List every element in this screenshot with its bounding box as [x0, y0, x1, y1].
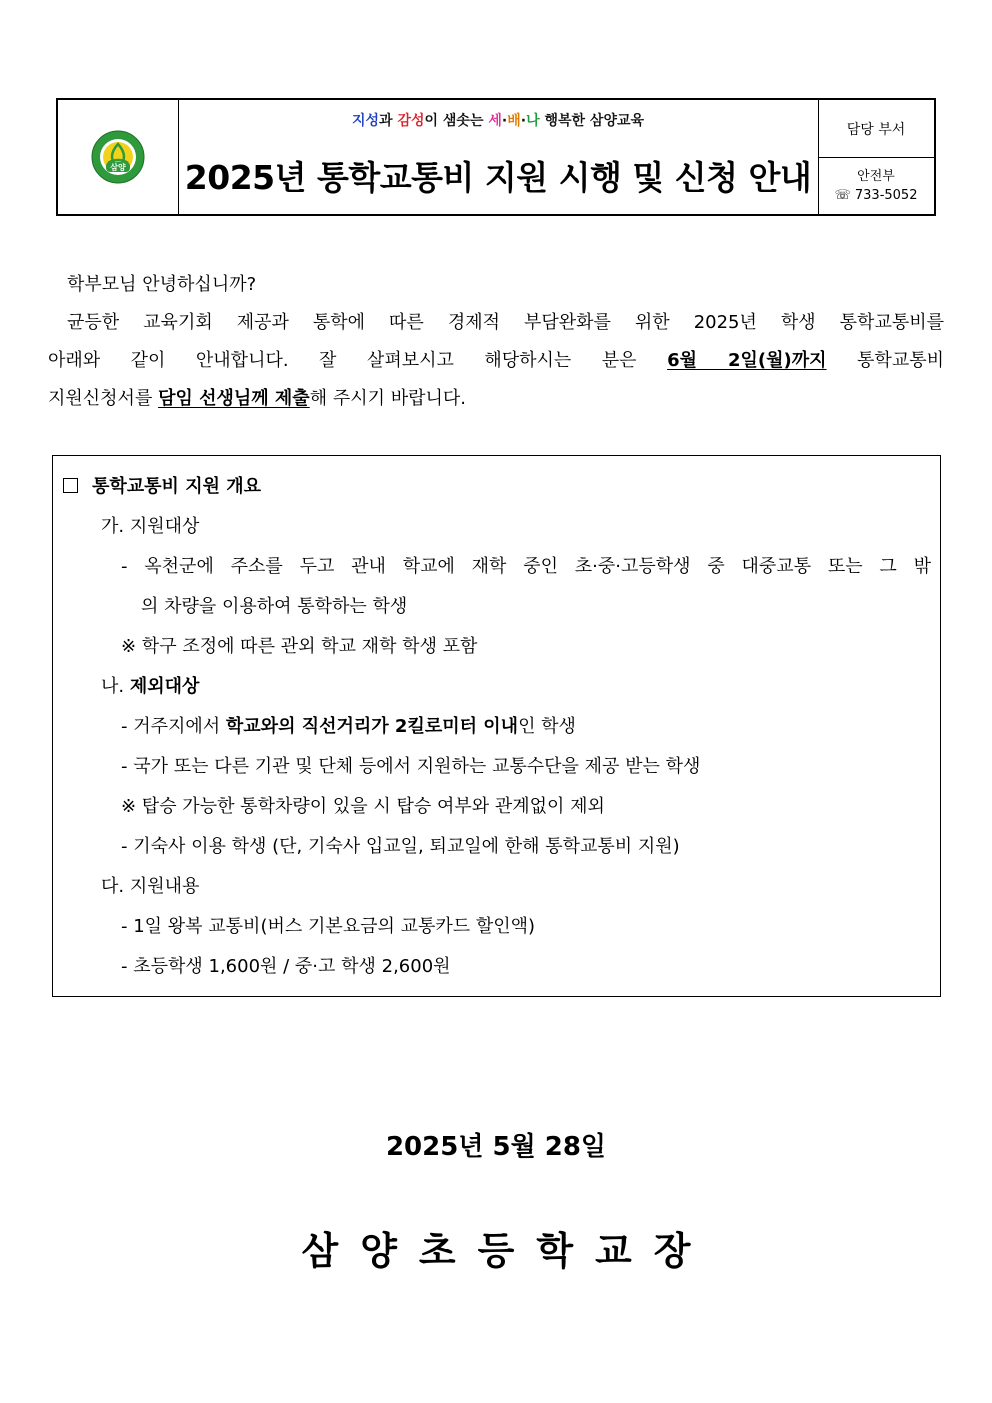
- overview-heading-text: 통학교통비 지원 개요: [92, 476, 262, 497]
- department-info: [818, 158, 934, 214]
- slogan-dot-2: ·: [520, 113, 527, 129]
- slogan-dot-1: ·: [501, 113, 508, 129]
- slogan-word-1: 지성: [351, 113, 380, 129]
- issue-date: 2025년 5월 28일: [385, 1132, 607, 1162]
- intro-line-2-end: 통학교통비: [857, 350, 944, 371]
- intro-line-3: [48, 380, 944, 418]
- target-title: 가. 지원대상: [101, 516, 200, 537]
- target-line-1: - 옥천군에 주소를 두고 관내 학교에 재학 중인 초·중·고등학생 중 대중교통 또는 그 밖: [121, 556, 931, 577]
- exclude-note: ※ 탑승 가능한 통학차량이 있을 시 탑승 여부와 관계없이 제외: [121, 796, 605, 817]
- exclude-prefix: 나.: [101, 676, 125, 697]
- slogan-word-6: 배: [507, 113, 521, 129]
- overview-box: [52, 455, 941, 997]
- deadline-highlight: 6월 2일(월)까지: [667, 350, 827, 371]
- exclude-title-text: 제외대상: [129, 676, 200, 697]
- department-name: 안전부: [857, 169, 895, 184]
- title-cell: [178, 100, 819, 214]
- overview-heading: [63, 467, 261, 507]
- intro-line-2-text: 아래와 같이 안내합니다. 잘 살펴보시고 해당하시는 분은: [48, 350, 637, 371]
- submit-highlight: 담임 선생님께 제출: [158, 388, 310, 409]
- department-label: 담당 부서: [818, 100, 934, 158]
- content-title: 다. 지원내용: [101, 876, 200, 897]
- intro-line-1: 균등한 교육기회 제공과 통학에 따른 경제적 부담완화를 위한 2025년 학생 통학교통비를: [67, 312, 944, 333]
- intro-line-3-end: 해 주시기 바랍니다.: [309, 388, 466, 409]
- intro-line-2: [48, 342, 944, 380]
- target-note: ※ 학구 조정에 따른 관외 학교 재학 학생 포함: [121, 636, 478, 657]
- school-logo-cell: [58, 100, 179, 214]
- exclude-line-3: - 기숙사 이용 학생 (단, 기숙사 입교일, 퇴교일에 한해 통학교통비 지원): [121, 836, 680, 857]
- department-phone: ☏ 733-5052: [834, 188, 918, 203]
- header-table: [56, 98, 936, 216]
- slogan-word-7: 나: [526, 113, 540, 129]
- slogan-word-2: 과: [379, 113, 398, 129]
- exclude-line-1: [121, 707, 576, 747]
- slogan-word-5: 세: [488, 113, 502, 129]
- school-slogan: [178, 110, 818, 130]
- signer-name: 삼양초등학교장: [301, 1228, 713, 1273]
- school-logo-icon: [90, 129, 146, 185]
- department-cell: [818, 100, 934, 214]
- exclude-line-2: - 국가 또는 다른 기관 및 단체 등에서 지원하는 교통수단을 제공 받는 학생: [121, 756, 701, 777]
- intro-paragraph: [48, 266, 944, 418]
- logo-text: 삼양: [110, 163, 126, 172]
- exclude-line-1-a: - 거주지에서: [121, 716, 221, 737]
- target-line-1b: 의 차량을 이용하여 통학하는 학생: [141, 596, 408, 617]
- exclude-line-1-c: 인 학생: [518, 716, 576, 737]
- checkbox-square-icon: [63, 478, 78, 493]
- exclude-title: [101, 667, 199, 707]
- slogan-word-4: 이 샘솟는: [424, 113, 489, 129]
- greeting: 학부모님 안녕하십니까?: [67, 274, 257, 295]
- content-line-2: - 초등학생 1,600원 / 중·고 학생 2,600원: [121, 956, 451, 977]
- intro-line-3-text: 지원신청서를: [48, 388, 153, 409]
- document-title: 2025년 통학교통비 지원 시행 및 신청 안내: [184, 158, 812, 197]
- content-line-1: - 1일 왕복 교통비(버스 기본요금의 교통카드 할인액): [121, 916, 536, 937]
- exclude-distance-highlight: 학교와의 직선거리가 2킬로미터 이내: [225, 716, 519, 737]
- slogan-word-3: 감성: [397, 113, 425, 129]
- slogan-word-8: 행복한 삼양교육: [539, 113, 645, 129]
